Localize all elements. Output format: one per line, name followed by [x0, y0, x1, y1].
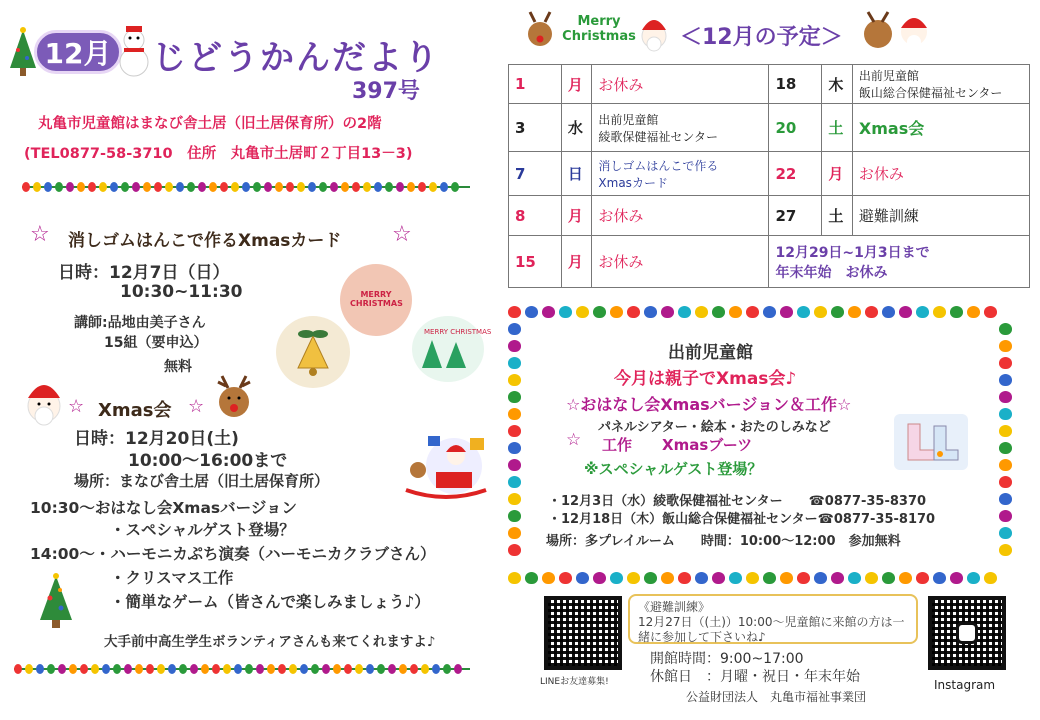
weekday-cell: 月 — [561, 196, 592, 236]
tree-stamp-image — [412, 316, 492, 382]
month-badge: 12月 — [34, 30, 122, 74]
garland-bulb — [410, 664, 418, 674]
drill-notice-box — [628, 594, 918, 644]
frame-bead — [508, 459, 521, 471]
garland-bulb — [344, 664, 352, 674]
frame-bead — [933, 306, 946, 318]
garland-bulb — [253, 182, 261, 192]
garland-bulb — [451, 182, 459, 192]
frame-bead — [999, 340, 1012, 352]
garland-bulb — [179, 664, 187, 674]
garland-bulb — [88, 182, 96, 192]
garland-bulb — [366, 664, 374, 674]
garland-bulb — [333, 664, 341, 674]
frame-bead — [780, 306, 793, 318]
garland-bulb — [187, 182, 195, 192]
instagram-icon — [956, 622, 978, 644]
card-event-title: 消しゴムはんこで作るXmasカード — [68, 231, 342, 251]
event-cell: お休み — [592, 236, 769, 288]
date-cell: 22 — [769, 152, 822, 196]
table-row — [509, 236, 1030, 288]
frame-bead — [559, 572, 572, 584]
garland-bulb — [99, 182, 107, 192]
garland-bulb — [322, 664, 330, 674]
garland-bulb — [44, 182, 52, 192]
story-time-title: ☆おはなし会Xmasバージョン＆工作☆ — [566, 395, 852, 414]
schedule-table — [508, 64, 1030, 288]
room-time-text: 場所：多プレイルーム 時間：10:00～12:00 参加無料 — [546, 534, 901, 549]
line-qr-label: LINEお友達募集! — [540, 677, 609, 687]
frame-bead — [508, 510, 521, 522]
garland-bulb — [374, 182, 382, 192]
frame-bead — [984, 572, 997, 584]
date-cell: 18 — [769, 65, 822, 104]
santa-sleigh-image — [396, 432, 496, 514]
instagram-qr-code[interactable] — [928, 596, 1006, 670]
event-cell: 消しゴムはんこで作る Xmasカード — [592, 152, 769, 196]
garland-bulb — [143, 182, 151, 192]
opening-hours: 開館時間：9:00~17:00 — [650, 651, 804, 667]
program-line: ・スペシャルゲスト登場？ — [110, 521, 295, 539]
frame-bead — [882, 306, 895, 318]
frame-bead — [678, 572, 691, 584]
frame-bead — [999, 476, 1012, 488]
issue-number: 397号 — [352, 79, 420, 104]
frame-bead — [763, 572, 776, 584]
garland-divider — [14, 662, 470, 676]
frame-bead — [661, 572, 674, 584]
garland-bulb — [58, 664, 66, 674]
frame-bead — [865, 306, 878, 318]
garland-bulb — [36, 664, 44, 674]
garland-bulb — [396, 182, 404, 192]
garland-bulb — [102, 664, 110, 674]
frame-bead — [831, 306, 844, 318]
frame-bead — [525, 306, 538, 318]
garland-bulb — [33, 182, 41, 192]
frame-bead — [508, 357, 521, 369]
frame-bead — [797, 306, 810, 318]
frame-bead — [508, 391, 521, 403]
garland-bulb — [14, 664, 22, 674]
garland-bulb — [55, 182, 63, 192]
mobile-headline: 今月は親子でXmas会♪ — [614, 369, 797, 389]
weekday-cell: 月 — [561, 65, 592, 104]
frame-bead — [999, 527, 1012, 539]
drill-title: 《避難訓練》 — [638, 600, 711, 614]
garland-bulb — [278, 664, 286, 674]
garland-bulb — [132, 182, 140, 192]
christmas-stamp-image — [340, 264, 412, 336]
garland-bulb — [223, 664, 231, 674]
weekday-cell: 木 — [822, 65, 853, 104]
garland-bulb — [80, 664, 88, 674]
star-icon: ☆ — [188, 396, 205, 417]
frame-bead — [576, 572, 589, 584]
event-cell: お休み — [592, 196, 769, 236]
garland-bulb — [220, 182, 228, 192]
garland-bulb — [407, 182, 415, 192]
story-time-detail: パネルシアター・絵本・おたのしみなど — [598, 420, 831, 435]
frame-bead — [763, 306, 776, 318]
garland-bulb — [231, 182, 239, 192]
frame-bead — [593, 306, 606, 318]
table-row — [509, 152, 1030, 196]
frame-bead — [967, 306, 980, 318]
frame-bead — [746, 572, 759, 584]
frame-bead — [678, 306, 691, 318]
garland-bulb — [157, 664, 165, 674]
star-icon: ☆ — [392, 222, 412, 247]
instagram-label: Instagram — [934, 678, 996, 692]
garland-bulb — [297, 182, 305, 192]
frame-bead — [508, 442, 521, 454]
garland-bulb — [146, 664, 154, 674]
event-cell: お休み — [592, 65, 769, 104]
garland-bulb — [212, 664, 220, 674]
xmas-party-date: 日時：12月20日(土) — [74, 429, 239, 449]
line-qr-code[interactable] — [544, 596, 622, 670]
garland-bulb — [275, 182, 283, 192]
event-cell: 出前児童館 綾歌保健福祉センター — [592, 104, 769, 152]
garland-bulb — [432, 664, 440, 674]
garland-bulb — [264, 182, 272, 192]
bell-stamp-image — [276, 316, 350, 388]
garland-bulb — [311, 664, 319, 674]
frame-bead — [999, 357, 1012, 369]
frame-bead — [627, 306, 640, 318]
frame-bead — [984, 306, 997, 318]
garland-bulb — [165, 182, 173, 192]
frame-bead — [950, 306, 963, 318]
svg-text:MERRY CHRISTMAS: MERRY CHRISTMAS — [424, 328, 492, 336]
weekday-cell: 月 — [561, 236, 592, 288]
garland-bulb — [110, 182, 118, 192]
frame-bead — [661, 306, 674, 318]
frame-bead — [882, 572, 895, 584]
frame-bead — [644, 572, 657, 584]
frame-bead — [916, 572, 929, 584]
date-cell: 7 — [509, 152, 562, 196]
frame-bead — [999, 425, 1012, 437]
weekday-cell: 水 — [561, 104, 592, 152]
date-cell: 3 — [509, 104, 562, 152]
garland-bulb — [256, 664, 264, 674]
garland-bulb — [421, 664, 429, 674]
frame-bead — [831, 572, 844, 584]
tree-icon — [36, 572, 76, 636]
frame-bead — [610, 572, 623, 584]
xmas-party-time: 10:00～16:00まで — [128, 451, 288, 471]
frame-bead — [559, 306, 572, 318]
garland-bulb — [388, 664, 396, 674]
card-event-time: 10:30~11:30 — [120, 282, 243, 302]
frame-bead — [814, 572, 827, 584]
frame-bead — [508, 323, 521, 335]
frame-bead — [508, 306, 521, 318]
program-line: 14:00～・ハーモニカぷち演奏（ハーモニカクラブさん） — [30, 545, 436, 563]
closed-days: 休館日 ：月曜・祝日・年末年始 — [650, 669, 860, 685]
drill-text: 12月27日（(土)）10:00～児童館に来館の方は一緒に参加して下さいね♪ — [638, 615, 905, 644]
newsletter-title: じどうかんだより — [152, 38, 440, 78]
event-cell: Xmas会 — [852, 104, 1029, 152]
card-event-fee: 無料 — [164, 359, 192, 375]
garland-bulb — [113, 664, 121, 674]
frame-bead — [999, 408, 1012, 420]
garland-bulb — [201, 664, 209, 674]
frame-bead — [916, 306, 929, 318]
weekday-cell: 土 — [822, 104, 853, 152]
date-cell: 20 — [769, 104, 822, 152]
frame-bead — [627, 572, 640, 584]
garland-bulb — [454, 664, 462, 674]
reindeer-santa-image — [858, 6, 938, 60]
table-row — [509, 104, 1030, 152]
venue-line: ・12月18日（木）飯山総合保健福祉センター☎0877-35-8170 — [548, 512, 936, 527]
garland-bulb — [399, 664, 407, 674]
santa-icon — [638, 12, 670, 56]
garland-bulb — [234, 664, 242, 674]
frame-bead — [508, 493, 521, 505]
frame-bead — [999, 374, 1012, 386]
frame-bead — [508, 527, 521, 539]
garland-bulb — [77, 182, 85, 192]
garland-bulb — [443, 664, 451, 674]
venue-line: ・12月3日（水）綾歌保健福祉センター ☎0877-35-8370 — [548, 494, 927, 509]
merry-christmas-text: Merry Christmas — [562, 14, 636, 44]
frame-bead — [950, 572, 963, 584]
garland-bulb — [267, 664, 275, 674]
garland-bulb — [242, 182, 250, 192]
xmas-party-title: Xmas会 — [98, 400, 172, 421]
frame-bead — [542, 572, 555, 584]
mobile-title: 出前児童館 — [668, 343, 753, 363]
garland-bulb — [308, 182, 316, 192]
frame-bead — [593, 572, 606, 584]
frame-bead — [933, 572, 946, 584]
stamp-text: MERRY CHRISTMAS — [350, 290, 403, 308]
date-cell: 1 — [509, 65, 562, 104]
frame-bead — [508, 476, 521, 488]
frame-bead — [899, 572, 912, 584]
frame-bead — [695, 306, 708, 318]
frame-bead — [967, 572, 980, 584]
weekday-cell: 月 — [822, 152, 853, 196]
garland-divider — [22, 180, 470, 194]
frame-bead — [610, 306, 623, 318]
frame-bead — [576, 306, 589, 318]
garland-bulb — [168, 664, 176, 674]
frame-bead — [712, 572, 725, 584]
frame-bead — [848, 306, 861, 318]
frame-bead — [712, 306, 725, 318]
location-text: 丸亀市児童館はまなび舎土居（旧土居保育所）の2階 — [38, 116, 382, 132]
frame-bead — [899, 306, 912, 318]
frame-bead — [729, 572, 742, 584]
star-icon: ☆ — [566, 430, 582, 450]
garland-bulb — [190, 664, 198, 674]
garland-bulb — [124, 664, 132, 674]
frame-bead — [999, 493, 1012, 505]
reindeer-icon — [212, 372, 256, 426]
weekday-cell: 日 — [561, 152, 592, 196]
garland-bulb — [135, 664, 143, 674]
garland-bulb — [300, 664, 308, 674]
garland-bulb — [377, 664, 385, 674]
contact-text: (TEL0877-58-3710 住所 丸亀市土居町２丁目13－3) — [24, 146, 413, 162]
frame-bead — [848, 572, 861, 584]
garland-bulb — [66, 182, 74, 192]
frame-bead — [999, 323, 1012, 335]
table-row — [509, 65, 1030, 104]
frame-bead — [999, 459, 1012, 471]
garland-bulb — [154, 182, 162, 192]
date-cell: 15 — [509, 236, 562, 288]
event-cell: お休み — [852, 152, 1029, 196]
card-event-instructor: 講師:品地由美子さん — [74, 315, 206, 331]
garland-bulb — [355, 664, 363, 674]
frame-bead — [508, 572, 521, 584]
boots-image — [894, 414, 968, 470]
table-row — [509, 196, 1030, 236]
star-icon: ☆ — [30, 222, 50, 247]
garland-bulb — [319, 182, 327, 192]
garland-bulb — [385, 182, 393, 192]
frame-bead — [729, 306, 742, 318]
card-event-date: 日時：12月7日（日） — [58, 263, 230, 283]
snowman-icon — [116, 26, 152, 82]
craft-text: 工作 Xmasブーツ — [602, 436, 753, 454]
garland-bulb — [25, 664, 33, 674]
frame-bead — [508, 340, 521, 352]
garland-bulb — [47, 664, 55, 674]
frame-bead — [780, 572, 793, 584]
reindeer-icon — [522, 10, 558, 56]
organization-name: 公益財団法人 丸亀市福祉事業団 — [686, 690, 867, 704]
garland-bulb — [418, 182, 426, 192]
weekday-cell: 土 — [822, 196, 853, 236]
holiday-cell: 12月29日~1月3日まで 年末年始 お休み — [769, 236, 1030, 288]
garland-bulb — [352, 182, 360, 192]
santa-icon — [22, 376, 66, 430]
garland-bulb — [440, 182, 448, 192]
frame-bead — [999, 391, 1012, 403]
date-cell: 8 — [509, 196, 562, 236]
star-icon: ☆ — [68, 396, 85, 417]
frame-bead — [999, 442, 1012, 454]
frame-bead — [644, 306, 657, 318]
card-event-groups: 15組（要申込） — [104, 335, 208, 351]
garland-bulb — [286, 182, 294, 192]
frame-bead — [797, 572, 810, 584]
guest-text: ※スペシャルゲスト登場？ — [584, 460, 763, 478]
frame-bead — [525, 572, 538, 584]
garland-bulb — [209, 182, 217, 192]
garland-bulb — [69, 664, 77, 674]
frame-bead — [508, 408, 521, 420]
garland-bulb — [22, 182, 30, 192]
garland-bulb — [245, 664, 253, 674]
frame-bead — [542, 306, 555, 318]
frame-bead — [508, 425, 521, 437]
frame-bead — [746, 306, 759, 318]
frame-bead — [999, 544, 1012, 556]
garland-bulb — [176, 182, 184, 192]
event-cell: 避難訓練 — [852, 196, 1029, 236]
xmas-party-place: 場所：まなび舎土居（旧土居保育所） — [74, 472, 330, 490]
garland-bulb — [121, 182, 129, 192]
frame-bead — [814, 306, 827, 318]
frame-bead — [508, 544, 521, 556]
frame-bead — [865, 572, 878, 584]
date-cell: 27 — [769, 196, 822, 236]
garland-bulb — [91, 664, 99, 674]
program-line: ・クリスマス工作 — [110, 569, 234, 587]
garland-bulb — [198, 182, 206, 192]
schedule-title: ＜12月の予定＞ — [680, 25, 843, 50]
frame-bead — [999, 510, 1012, 522]
program-line: 10:30～おはなし会Xmasバージョン — [30, 499, 298, 517]
garland-bulb — [429, 182, 437, 192]
garland-bulb — [341, 182, 349, 192]
frame-bead — [508, 374, 521, 386]
garland-bulb — [330, 182, 338, 192]
garland-bulb — [289, 664, 297, 674]
volunteer-note: 大手前中高生学生ボランティアさんも来てくれますよ♪ — [104, 634, 436, 650]
program-line: ・簡単なゲーム（皆さんで楽しみましょう♪） — [110, 593, 430, 611]
event-cell: 出前児童館 飯山総合保健福祉センター — [852, 65, 1029, 104]
garland-bulb — [363, 182, 371, 192]
frame-bead — [695, 572, 708, 584]
